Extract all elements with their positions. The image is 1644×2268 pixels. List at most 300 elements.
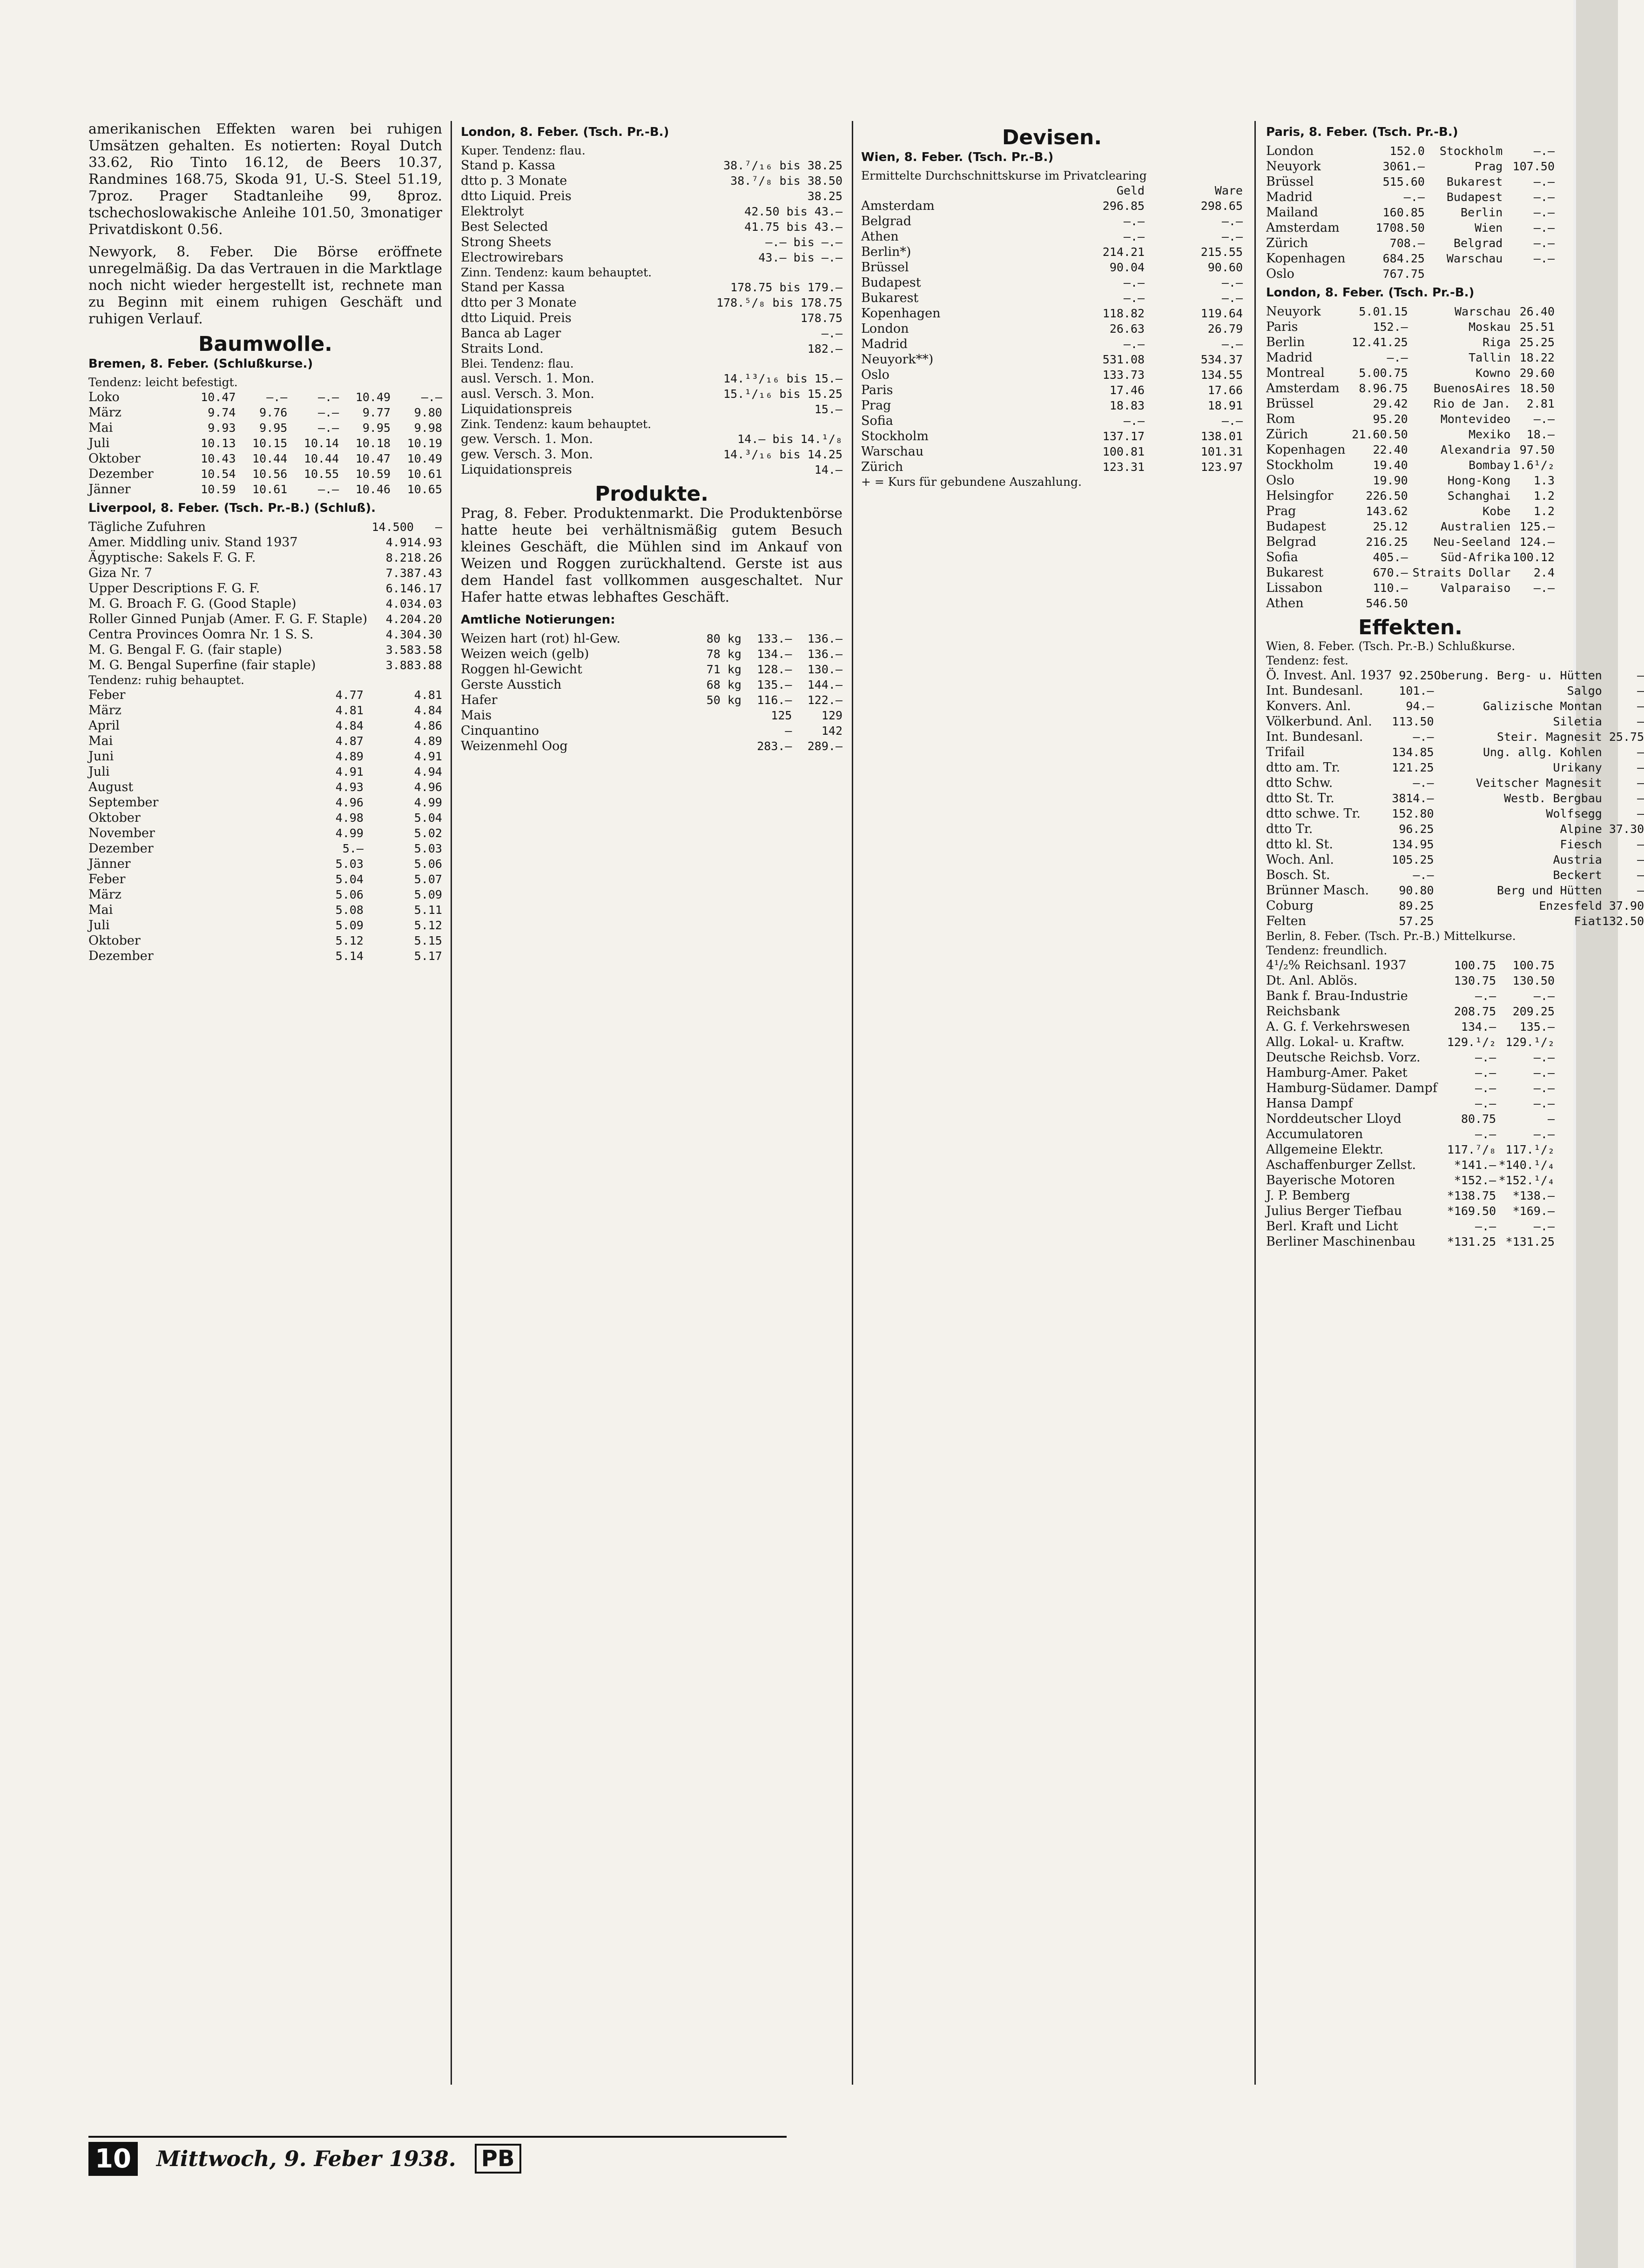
- table-row: [88, 519, 442, 535]
- table-row: [1266, 189, 1555, 205]
- footer-dateline: Mittwoch, 9. Feber 1938.: [156, 2146, 456, 2171]
- table-row: [88, 841, 442, 856]
- table-cell: Warschau: [1446, 252, 1503, 265]
- table-cell: 19.40: [1373, 458, 1408, 472]
- table-cell: 4.96: [414, 780, 442, 794]
- table-cell: 3.58: [385, 643, 414, 657]
- table-cell: —.—: [1533, 1081, 1555, 1095]
- table-cell: 125.—: [1519, 520, 1555, 533]
- zink-label: Zink. Tendenz: kaum behauptet.: [461, 417, 652, 431]
- table-cell: ausl. Versch. 1. Mon.: [461, 371, 594, 386]
- table-row: [1266, 1019, 1555, 1034]
- table-cell: —.—: [1533, 206, 1555, 219]
- liverpool-tendenz: Tendenz: ruhig behauptet.: [88, 673, 244, 687]
- kupfer-label: Kuper. Tendenz: flau.: [461, 144, 586, 157]
- table-cell: 9.77: [362, 406, 391, 419]
- table-cell: 136.—: [807, 632, 842, 645]
- table-cell: —.—: [318, 421, 339, 435]
- table-cell: dtto St. Tr.: [1266, 791, 1334, 805]
- table-cell: 4.89: [414, 734, 442, 748]
- table-cell: 10.15: [252, 436, 288, 450]
- table-cell: 134.95: [1392, 838, 1434, 851]
- table-cell: Australien: [1440, 520, 1511, 533]
- table-cell: Tallin: [1469, 351, 1511, 364]
- table-cell: Paris: [1266, 320, 1298, 334]
- table-cell: —: [1637, 669, 1644, 682]
- table-cell: 4.91: [335, 765, 364, 778]
- table-cell: Mexiko: [1469, 428, 1511, 441]
- table-cell: dtto Tr.: [1266, 822, 1313, 836]
- table-row: [1266, 596, 1555, 611]
- table-row: [1266, 988, 1555, 1004]
- table-cell: Athen: [1266, 596, 1304, 611]
- table-row: [1266, 1096, 1555, 1111]
- table-row: [1266, 220, 1555, 235]
- table-cell: 14.³/₁₆ bis 14.25: [723, 448, 842, 461]
- table-cell: —.—: [1221, 230, 1243, 243]
- table-cell: dtto p. 3 Monate: [461, 174, 567, 188]
- table-cell: dtto Liquid. Preis: [461, 311, 572, 325]
- table-cell: 1.3: [1533, 474, 1555, 487]
- table-row: [88, 749, 442, 764]
- table-cell: —: [1637, 792, 1644, 805]
- table-cell: —: [1637, 761, 1644, 774]
- table-cell: 214.21: [1102, 245, 1145, 259]
- table-cell: Elektrolyt: [461, 204, 524, 219]
- table-cell: Dezember: [88, 949, 154, 963]
- table-row: [88, 451, 442, 466]
- table-cell: —.—: [1475, 1081, 1496, 1095]
- table-row: [1266, 205, 1555, 220]
- table-cell: Bosch. St.: [1266, 868, 1330, 882]
- table-cell: 119.64: [1200, 307, 1243, 320]
- table-cell: 117.¹/₂: [1505, 1143, 1555, 1156]
- table-cell: Woch. Anl.: [1266, 852, 1334, 867]
- table-cell: Roggen hl-Gewicht: [461, 662, 582, 677]
- table-cell: dtto Liquid. Preis: [461, 189, 572, 203]
- table-cell: Gerste Ausstich: [461, 678, 562, 692]
- table-cell: [1503, 266, 1555, 282]
- table-row: [1266, 1004, 1555, 1019]
- table-cell: 4.30: [414, 628, 442, 641]
- table-cell: Oslo: [861, 368, 889, 382]
- table-cell: 4.91: [414, 750, 442, 763]
- table-cell: Fiesch: [1560, 838, 1602, 851]
- table-row: [1266, 714, 1644, 729]
- table-row: [88, 611, 442, 627]
- table-cell: —: [1637, 715, 1644, 728]
- table-cell: 3814.—: [1392, 792, 1434, 805]
- page-number: 10: [88, 2142, 138, 2176]
- table-row: [861, 459, 1243, 475]
- table-cell: 2.81: [1526, 397, 1555, 410]
- table-cell: 25.75: [1609, 730, 1644, 744]
- table-cell: 129.¹/₂: [1447, 1035, 1496, 1049]
- table-cell: 89.25: [1399, 899, 1434, 913]
- table-row: [1266, 519, 1555, 534]
- table-row: [1266, 683, 1644, 698]
- table-cell: 5.14: [335, 949, 364, 963]
- table-cell: 129: [821, 709, 842, 722]
- table-row: [461, 188, 842, 204]
- table-cell: 6.14: [385, 582, 414, 595]
- table-cell: —.—: [421, 390, 442, 404]
- table-cell: 5.—: [342, 842, 364, 855]
- table-cell: Ö. Invest. Anl. 1937: [1266, 668, 1392, 683]
- table-cell: Salgo: [1567, 684, 1602, 698]
- table-cell: Neu-Seeland: [1433, 535, 1511, 549]
- table-cell: 684.25: [1382, 252, 1425, 265]
- table-cell: —.—: [1123, 230, 1145, 243]
- table-row: [88, 482, 442, 497]
- table-row: [88, 687, 442, 703]
- table-cell: Strong Sheets: [461, 235, 552, 249]
- table-cell: BuenosAires: [1433, 382, 1511, 395]
- table-cell: Straits Dollar: [1412, 566, 1511, 579]
- table-cell: ausl. Versch. 3. Mon.: [461, 387, 594, 401]
- table-row: [88, 596, 442, 611]
- table-cell: Hamburg-Amer. Paket: [1266, 1066, 1408, 1080]
- table-cell: 5.00.75: [1359, 366, 1408, 380]
- table-cell: Berliner Maschinenbau: [1266, 1235, 1416, 1249]
- table-row: [461, 386, 842, 402]
- table-cell: Belgrad: [1453, 236, 1503, 250]
- london2-dateline: London, 8. Feber. (Tsch. Pr.-B.): [1266, 286, 1475, 300]
- table-row: [88, 764, 442, 779]
- table-row: [1266, 580, 1555, 596]
- table-cell: Hong-Kong: [1447, 474, 1511, 487]
- table-row: [461, 158, 842, 173]
- table-cell: 7.43: [414, 566, 442, 580]
- table-cell: Bombay: [1469, 458, 1511, 472]
- table-cell: dtto kl. St.: [1266, 837, 1333, 852]
- table-cell: Berl. Kraft und Licht: [1266, 1219, 1398, 1234]
- table-row: [461, 371, 842, 386]
- table-row: [1266, 837, 1644, 852]
- table-cell: Madrid: [1266, 190, 1313, 204]
- table-cell: 10.46: [355, 483, 391, 496]
- bremen-table: [88, 389, 442, 497]
- table-cell: 5.07: [414, 872, 442, 886]
- column-4: [1266, 121, 1644, 2085]
- table-cell: 18.83: [1109, 399, 1145, 412]
- table-cell: 18.—: [1526, 428, 1555, 441]
- table-cell: 767.75: [1382, 267, 1425, 281]
- liverpool-table: [88, 519, 442, 673]
- table-header: Geld: [1116, 184, 1145, 197]
- table-cell: 4.77: [335, 688, 364, 702]
- table-row: [461, 708, 842, 723]
- table-row: [88, 436, 442, 451]
- table-cell: Wien: [1475, 221, 1503, 235]
- table-cell: London: [1266, 144, 1314, 158]
- table-cell: 122.—: [807, 693, 842, 707]
- table-cell: 110.—: [1373, 581, 1408, 595]
- table-cell: 5.06: [335, 888, 364, 901]
- table-cell: 18.22: [1519, 351, 1555, 364]
- table-cell: —.—: [318, 483, 339, 496]
- table-cell: 15.—: [814, 403, 842, 416]
- table-cell: 10.65: [407, 483, 442, 496]
- table-header: [861, 183, 1046, 198]
- table-cell: —.—: [1475, 1127, 1496, 1141]
- table-cell: Helsingfor: [1266, 489, 1334, 503]
- table-cell: *141.—: [1454, 1158, 1496, 1172]
- table-cell: Völkerbund. Anl.: [1266, 714, 1372, 729]
- table-row: [88, 565, 442, 581]
- table-row: [461, 250, 842, 265]
- table-cell: Oktober: [88, 933, 141, 948]
- table-row: [1266, 1142, 1555, 1157]
- table-cell: Zürich: [861, 460, 903, 474]
- table-cell: —.—: [1123, 414, 1145, 428]
- table-cell: 142: [821, 724, 842, 738]
- table-row: [88, 825, 442, 841]
- table-cell: Oktober: [88, 811, 141, 825]
- table-row: [1266, 534, 1555, 550]
- table-cell: *152.—: [1454, 1174, 1496, 1187]
- table-cell: 130.50: [1512, 974, 1555, 987]
- table-row: [1266, 381, 1555, 396]
- table-row: [461, 631, 842, 646]
- table-row: [861, 429, 1243, 444]
- table-row: [1266, 473, 1555, 488]
- table-cell: 5.01.15: [1359, 305, 1408, 318]
- table-cell: gew. Versch. 1. Mon.: [461, 432, 593, 446]
- table-cell: 4.20: [414, 612, 442, 626]
- table-cell: Int. Bundesanl.: [1266, 730, 1363, 744]
- table-cell: Weizen hart (rot) hl-Gew.: [461, 631, 621, 646]
- table-cell: Sofia: [1266, 550, 1298, 564]
- table-cell: 134.—: [1461, 1020, 1496, 1033]
- table-cell: 26.63: [1109, 322, 1145, 336]
- table-cell: Lissabon: [1266, 581, 1323, 595]
- table-cell: 25.25: [1519, 336, 1555, 349]
- table-cell: 216.25: [1366, 535, 1408, 549]
- table-cell: 10.44: [252, 452, 288, 465]
- table-cell: [1425, 266, 1503, 282]
- column-2: [461, 121, 842, 2085]
- column-rule: [1254, 121, 1256, 2085]
- table-cell: Neuyork: [1266, 304, 1321, 319]
- table-cell: Tägliche Zufuhren: [88, 520, 206, 534]
- bremen-tendenz: Tendenz: leicht befestigt.: [88, 376, 238, 389]
- table-cell: dtto per 3 Monate: [461, 295, 577, 310]
- table-cell: Enzesfeld: [1539, 899, 1602, 913]
- table-cell: London: [861, 322, 909, 336]
- table-cell: August: [88, 780, 134, 794]
- table-cell: 8.96.75: [1359, 382, 1408, 395]
- section-heading-devisen: Devisen.: [1002, 126, 1102, 149]
- section-heading-produkte: Produkte.: [595, 482, 708, 506]
- table-cell: —.—: [1475, 1051, 1496, 1064]
- table-cell: Jänner: [88, 857, 131, 871]
- table-cell: Dezember: [88, 467, 154, 481]
- table-cell: Warschau: [1454, 305, 1511, 318]
- effekten-dateline: Wien, 8. Feber. (Tsch. Pr.-B.) Schlußkurse. Tendenz: fest.: [1266, 639, 1516, 667]
- table-cell: 4¹/₂% Reichsanl. 1937: [1266, 958, 1407, 973]
- london2-table: [1266, 304, 1555, 611]
- table-cell: 133.—: [757, 632, 792, 645]
- table-cell: 37.30: [1609, 822, 1644, 836]
- table-cell: 208.75: [1454, 1005, 1496, 1018]
- table-row: [1266, 319, 1555, 335]
- table-cell: 3.58: [414, 643, 442, 657]
- table-cell: 10.55: [303, 467, 339, 481]
- table-cell: —.—: [266, 390, 288, 404]
- table-cell: *169.50: [1447, 1204, 1496, 1218]
- table-cell: 7.38: [385, 566, 414, 580]
- table-cell: April: [88, 718, 120, 733]
- table-cell: Int. Bundesanl.: [1266, 684, 1363, 698]
- table-row: [1266, 913, 1644, 929]
- table-cell: 4.84: [335, 719, 364, 732]
- table-cell: März: [88, 405, 121, 420]
- table-row: [1266, 1080, 1555, 1096]
- table-row: [1266, 503, 1555, 519]
- table-cell: Ägyptische: Sakels F. G. F.: [88, 550, 256, 565]
- table-cell: Paris: [861, 383, 893, 397]
- table-cell: 90.04: [1109, 261, 1145, 274]
- table-cell: 10.47: [201, 390, 236, 404]
- table-row: [861, 198, 1243, 214]
- table-cell: —.—: [1221, 276, 1243, 289]
- table-cell: Berg und Hütten: [1497, 884, 1602, 897]
- table-row: [861, 244, 1243, 260]
- table-cell: 4.98: [335, 811, 364, 825]
- table-row: [1266, 350, 1555, 365]
- table-row: [1266, 442, 1555, 457]
- table-cell: 133.73: [1102, 368, 1145, 382]
- table-cell: —.—: [1533, 252, 1555, 265]
- table-cell: 9.76: [259, 406, 288, 419]
- table-cell: 10.56: [252, 467, 288, 481]
- table-cell: Roller Ginned Punjab (Amer. F. G. F. Staple): [88, 612, 368, 626]
- table-row: [461, 235, 842, 250]
- table-cell: 4.03: [385, 597, 414, 611]
- table-cell: 135.—: [757, 678, 792, 691]
- table-cell: Sofia: [861, 414, 893, 428]
- table-cell: —.—: [1533, 175, 1555, 188]
- table-cell: 10.18: [355, 436, 391, 450]
- table-row: [1266, 698, 1644, 714]
- table-cell: Austria: [1553, 853, 1602, 866]
- table-cell: 9.93: [208, 421, 236, 435]
- table-cell: 289.—: [807, 739, 842, 753]
- devisen-footnote: + = Kurs für gebundene Auszahlung.: [861, 475, 1082, 489]
- table-row: [1266, 550, 1555, 565]
- table-cell: 116.—: [757, 693, 792, 707]
- table-row: [861, 336, 1243, 352]
- table-cell: Giza Nr. 7: [88, 566, 153, 580]
- table-row: [861, 367, 1243, 382]
- table-cell: 4.99: [335, 826, 364, 840]
- table-cell: —.—: [1533, 144, 1555, 158]
- table-cell: 123.31: [1102, 460, 1145, 474]
- table-cell: 296.85: [1102, 199, 1145, 213]
- table-row: [1266, 883, 1644, 898]
- table-cell: Wolfsegg: [1546, 807, 1602, 820]
- table-cell: Oberung. Berg- u. Hütten: [1434, 669, 1602, 682]
- table-cell: 4.81: [335, 704, 364, 717]
- table-cell: *138.75: [1447, 1189, 1496, 1202]
- table-cell: —.—: [1533, 1066, 1555, 1080]
- table-cell: 546.50: [1366, 597, 1408, 610]
- table-cell: Berlin: [1266, 335, 1305, 349]
- table-cell: Coburg: [1266, 899, 1314, 913]
- berlin-table: [1266, 958, 1555, 1249]
- table-cell: —.—: [1533, 581, 1555, 595]
- table-cell: Budapest: [861, 275, 921, 290]
- table-cell: [691, 708, 741, 723]
- table-cell: Prag: [861, 398, 891, 413]
- table-cell: 29.42: [1373, 397, 1408, 410]
- table-row: [861, 214, 1243, 229]
- table-cell: dtto Schw.: [1266, 776, 1333, 790]
- table-cell: Oktober: [88, 451, 141, 466]
- table-cell: 515.60: [1382, 175, 1425, 188]
- table-cell: 178.75: [800, 311, 842, 325]
- table-cell: *138.—: [1512, 1189, 1555, 1202]
- table-cell: —.—: [1403, 190, 1425, 204]
- table-cell: 136.—: [807, 647, 842, 661]
- table-cell: 137.17: [1102, 429, 1145, 443]
- table-row: [461, 662, 842, 677]
- table-cell: 5.17: [414, 949, 442, 963]
- table-cell: Accumulatoren: [1266, 1127, 1363, 1141]
- table-cell: Aschaffenburger Zellst.: [1266, 1158, 1416, 1172]
- table-cell: 130.75: [1454, 974, 1496, 987]
- table-row: [1266, 760, 1644, 775]
- table-row: [1266, 251, 1555, 266]
- table-cell: Fiat: [1574, 914, 1602, 928]
- table-cell: —.—: [1413, 776, 1434, 790]
- table-cell: *152.¹/₄: [1498, 1174, 1555, 1187]
- table-cell: —.—: [1475, 989, 1496, 1003]
- table-row: [461, 310, 842, 326]
- table-cell: Madrid: [861, 337, 908, 351]
- table-row: [88, 550, 442, 565]
- table-cell: M. G. Bengal Superfine (fair staple): [88, 658, 316, 672]
- table-cell: —: [1637, 776, 1644, 790]
- table-cell: —.—: [318, 390, 339, 404]
- intro-paragraph: amerikanischen Effekten waren bei ruhigen Umsätzen gehalten. Es notierten: Royal Dutch 33.62, Rio Tinto 16.12, de Beers 10.37, Randmines 168.75, Skoda 91, U.-S. Steel 51.19, 7proz. Prager Stadtanleihe 99, 8proz. tschechoslowakische Anleihe 101.50, 3monatiger Privatdiskont 0.56.: [88, 121, 442, 238]
- table-cell: Galizische Montan: [1482, 699, 1602, 713]
- table-cell: —.—: [1123, 337, 1145, 351]
- table-cell: Rio de Jan.: [1433, 397, 1511, 410]
- table-cell: 534.37: [1200, 353, 1243, 366]
- table-cell: 4.93: [414, 536, 442, 549]
- table-row: [1266, 304, 1555, 319]
- table-cell: Allgemeine Elektr.: [1266, 1142, 1384, 1157]
- table-cell: November: [88, 826, 155, 840]
- table-cell: 101.31: [1200, 445, 1243, 458]
- table-cell: 1.6¹/₂: [1512, 458, 1555, 472]
- table-cell: 10.19: [407, 436, 442, 450]
- table-row: [88, 779, 442, 795]
- table-cell: 5.04: [414, 811, 442, 825]
- table-cell: Brünner Masch.: [1266, 883, 1369, 898]
- table-cell: Feber: [88, 872, 126, 886]
- table-row: [861, 398, 1243, 413]
- table-cell: 130.—: [807, 663, 842, 676]
- table-cell: Amsterdam: [1266, 381, 1340, 396]
- table-cell: 9.98: [414, 421, 442, 435]
- table-cell: dtto schwe. Tr.: [1266, 806, 1361, 821]
- table-cell: 96.25: [1399, 822, 1434, 836]
- devisen-note: Ermittelte Durchschnittskurse im Privatclearing: [861, 169, 1147, 182]
- table-row: [88, 420, 442, 436]
